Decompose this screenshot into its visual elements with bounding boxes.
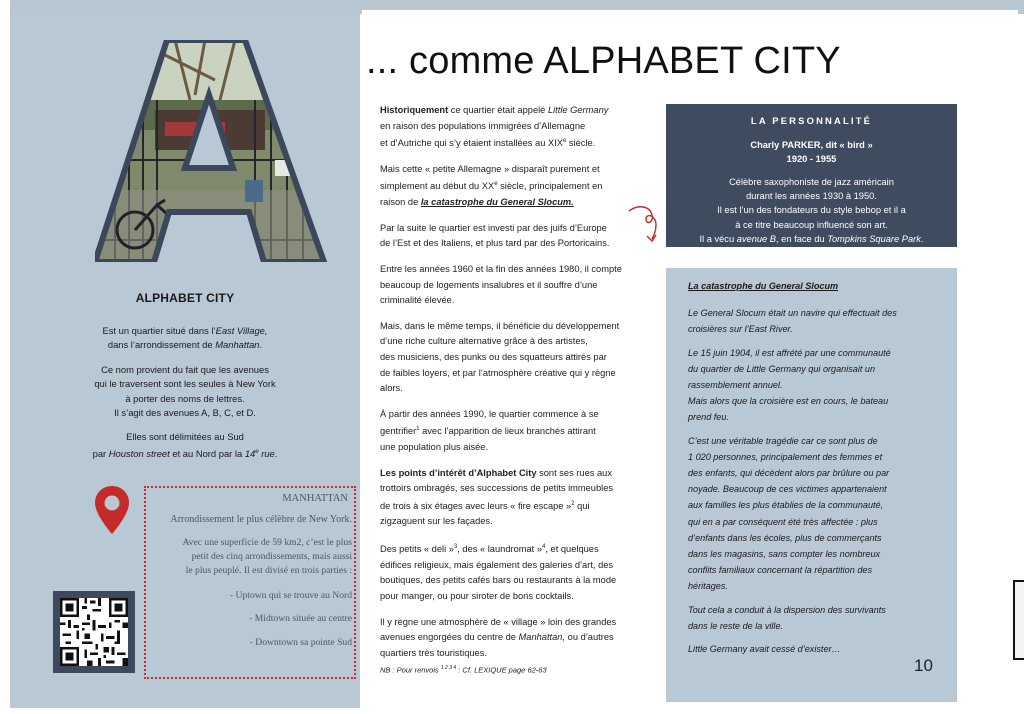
footnote: NB : Pour renvois $^{1 2 3 4}$ : Cf. LEXIQUE page 62-63 [380, 665, 547, 675]
slocum-link[interactable]: la catastrophe du General Slocum. [420, 197, 574, 208]
article-paragraph: Les points d’intérêt d’Alphabet City sont ses rues aux trottoirs ombragés, ses successions de petits immeubles de trois à six étages avec leurs « fire escape »$^2$ qui zigzaguent sur les façades. [380, 467, 614, 527]
personality-bio: Célèbre saxophoniste de jazz américain durant les années 1930 à 1950. Il est l’un des fondateurs du style bebop et il a à ce titre beaucoup influencé son art. Il a vécu avenue B, en face du Tompkins Square Park. [699, 177, 924, 244]
personality-label: LA PERSONNALITÉ [750, 115, 873, 126]
manhattan-description: Avec une superficie de 59 km2, c’est le plus petit des cinq arrondissements, mais aussi le plus peuplé. Il est divisé en trois parties : [182, 537, 352, 577]
article-paragraph: Par la suite le quartier est investi par des juifs d’Europe de l’Est et des Italiens, et plus tard par des Portoricains. [380, 222, 610, 249]
manhattan-subtitle: Arrondissement le plus célèbre de New York. [170, 514, 352, 525]
slocum-sidebar [666, 268, 957, 702]
slocum-paragraph: Le General Slocum était un navire qui effectuait des croisières sur l’East River. [688, 308, 897, 335]
next-page-edge [1013, 580, 1024, 660]
slocum-paragraph: Le 15 juin 1904, il est affrété par une communauté du quartier de Little Germany qui organisait un rassemblement annuel. Mais alors que la croisière est en cours, le bateau prend feu. [688, 347, 891, 423]
article-paragraph: Mais, dans le même temps, il bénéficie du développement d’une riche culture alternative grâce à des artistes, des musiciens, des punks ou des squatteurs attirés par de faibles loyers, et par l’atmosphère créative qui y règne alors. [380, 320, 620, 394]
slocum-title: La catastrophe du General Slocum [688, 281, 839, 291]
personality-name: Charly PARKER, dit « bird » 1920 - 1955 [750, 140, 873, 164]
manhattan-title: MANHATTAN [282, 493, 348, 504]
description-paragraph-1: Est un quartier situé dans l’East Village, dans l’arrondissement de Manhattan. [102, 325, 268, 351]
article-paragraph: Des petits « deli »$^3$, des « laundromat »$^4$, et quelques édifices religieux, mais également des galeries d’art, des boutiques, des petits cafés bars ou restaurants à la mode pour manger, ou pour siroter de bons cocktails. [380, 544, 617, 601]
qr-code-icon[interactable] [53, 591, 135, 673]
page-title: ... comme ALPHABET CITY [366, 40, 841, 82]
article-paragraph: À partir des années 1990, le quartier commence à se gentrifier$^1$ avec l’apparition de lieux branchés attirant une population plus aisée. [380, 408, 599, 452]
article-paragraph: Historiquement ce quartier était appelé Little Germany en raison des populations immigrées d’Allemagne et d’Autriche qui s’y étaient installées au XIXe siècle. [380, 105, 609, 149]
main-article-text [380, 103, 652, 671]
list-item: - Downtown sa pointe Sud [249, 636, 352, 648]
article-paragraph: Il y règne une atmosphère de « village » loin des grandes avenues engorgées du centre de Manhattan, ou d’autres quartiers très touristiques. [380, 616, 617, 658]
manhattan-parts-list [146, 589, 352, 650]
curved-arrow-icon [626, 205, 666, 243]
slocum-paragraph: Tout cela a conduit à la dispersion des survivants dans le reste de la ville. [688, 604, 886, 631]
slocum-paragraph: Little Germany avait cessé d’exister… [688, 644, 841, 655]
slocum-paragraph: C’est une véritable tragédie car ce sont plus de 1 020 personnes, principalement des femmes et des enfants, qui décèdent alors par brûlure ou par noyade. Beaucoup de ces victimes appartenaient aux familles les plus établies de la communauté, qui en a par conséquent été très affectée : plus d’enfants dans les écoles, plus de commerçants dans les magasins, sans compter les nombreux conflits familiaux concernant la répartition des héritages. [688, 435, 890, 592]
description-paragraph-2: Ce nom provient du fait que les avenues qui le traversent sont les seules à New York à porter des noms de lettres. Il s’agit des avenues A, B, C, et D. [94, 363, 276, 419]
list-item: - Uptown qui se trouve au Nord [229, 589, 352, 601]
alphabet-city-description [30, 324, 340, 471]
map-pin-icon [93, 485, 131, 535]
manhattan-info-box [144, 486, 356, 679]
list-item: - Midtown située au centre [249, 613, 352, 625]
article-paragraph: Entre les années 1960 et la fin des années 1980, il compte beaucoup de logements insalubres et il souffre d’une criminalité élevée. [380, 263, 622, 306]
alphabet-city-heading: ALPHABET CITY [135, 291, 235, 305]
alphabet-letter-a-image [95, 40, 327, 262]
page-number: 10 [914, 656, 933, 675]
article-paragraph: Mais cette « petite Allemagne » disparaît purement et simplement au début du XXe siècle, principalement en raison de la catastrophe du General Slocum. [380, 163, 603, 208]
description-paragraph-3: Elles sont délimitées au Sud par Houston street et au Nord par la 14e rue. [92, 431, 278, 459]
personality-box [666, 104, 957, 247]
